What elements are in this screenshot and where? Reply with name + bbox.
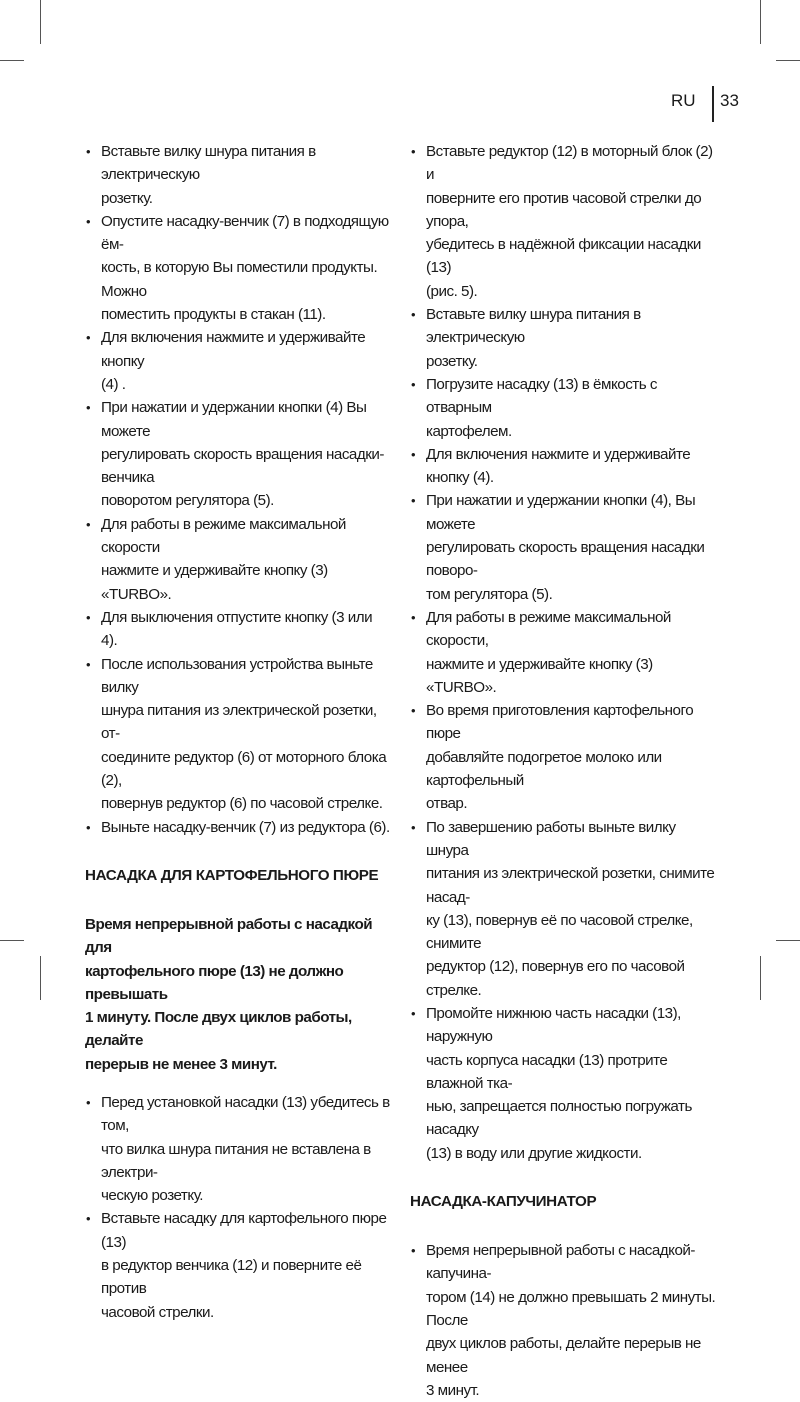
- list-item-line: • Выньте насадку-венчик (7) из редуктора (6).: [101, 818, 390, 836]
- crop-mark: [0, 60, 24, 61]
- list-item-line: нью, запрещается полностью погружать насадку: [426, 1098, 692, 1139]
- list-item-line: картофелем.: [426, 422, 512, 440]
- list-item-line: что вилка шнура питания не вставлена в электри-: [101, 1140, 371, 1181]
- list-item-line: питания из электрической розетки, снимите насад-: [426, 865, 715, 906]
- list-item: [85, 606, 391, 653]
- list-item-line: розетку.: [101, 189, 153, 207]
- crop-mark: [776, 60, 800, 61]
- list-item-line: часовой стрелки.: [101, 1303, 214, 1321]
- list-item-line: • Для включения нажмите и удерживайте кнопку: [101, 329, 366, 370]
- list-item-line: поворотом регулятора (5).: [101, 492, 274, 510]
- list-item-line: нажмите и удерживайте кнопку (3) «TURBO».: [101, 562, 328, 603]
- list-item: [410, 1002, 720, 1165]
- list-item: [85, 326, 391, 396]
- list-item-line: • При нажатии и удержании кнопки (4), Вы можете: [426, 492, 696, 533]
- list-item: [85, 816, 391, 839]
- list-item-line: • Во время приготовления картофельного пюре: [426, 702, 694, 743]
- list-item-line: • Вставьте вилку шнура питания в электрическую: [101, 143, 316, 184]
- right-column: [410, 140, 720, 1402]
- list-item-line: 3 минут.: [426, 1381, 480, 1399]
- crop-mark: [760, 956, 761, 1000]
- list-item: [85, 210, 391, 326]
- list-item: [85, 140, 391, 210]
- list-item: [410, 606, 720, 699]
- list-item-line: (13) в воду или другие жидкости.: [426, 1144, 642, 1162]
- crop-mark: [760, 0, 761, 44]
- list-item-line: • При нажатии и удержании кнопки (4) Вы можете: [101, 399, 367, 440]
- list-item-line: убедитесь в надёжной фиксации насадки (13): [426, 236, 701, 277]
- list-item-line: том регулятора (5).: [426, 585, 553, 603]
- page-number: 33: [720, 91, 739, 110]
- list-item-line: тором (14) не должно превышать 2 минуты. После: [426, 1288, 716, 1329]
- list-item-line: • По завершению работы выньте вилку шнура: [426, 818, 676, 859]
- list-item-line: • Время непрерывной работы с насадкой-капучина-: [426, 1242, 695, 1283]
- list-item-line: • Вставьте вилку шнура питания в электрическую: [426, 306, 641, 347]
- instruction-list: [85, 1091, 391, 1324]
- list-item-line: • После использования устройства выньте вилку: [101, 655, 373, 696]
- list-item-line: ку (13), повернув её по часовой стрелке, снимите: [426, 911, 693, 953]
- list-item-line: часть корпуса насадки (13) протрите влажной тка-: [426, 1051, 668, 1092]
- list-item-line: регулировать скорость вращения насадки-венчика: [101, 445, 384, 487]
- list-item-line: • Промойте нижнюю часть насадки (13), наружную: [426, 1004, 681, 1046]
- list-item-line: соедините редуктор (6) от моторного блока (2),: [101, 748, 387, 790]
- list-item-line: кость, в которую Вы поместили продукты. Можно: [101, 259, 378, 300]
- language-code: RU: [671, 91, 696, 110]
- list-item-line: • Перед установкой насадки (13) убедитесь в том,: [101, 1093, 390, 1135]
- list-item: [85, 1207, 391, 1323]
- list-item-line: • Для выключения отпустите кнопку (3 или 4).: [101, 608, 373, 650]
- crop-mark: [40, 956, 41, 1000]
- list-item-line: отвар.: [426, 795, 468, 813]
- list-item-line: • Опустите насадку-венчик (7) в подходящую ём-: [101, 212, 389, 254]
- instruction-list: [410, 1239, 720, 1402]
- list-item-line: двух циклов работы, делайте перерыв не менее: [426, 1335, 701, 1376]
- crop-mark: [40, 0, 41, 44]
- list-item: [85, 1091, 391, 1207]
- list-item-line: регулировать скорость вращения насадки поворо-: [426, 539, 705, 580]
- list-item-line: • Для включения нажмите и удерживайте кнопку (4).: [426, 445, 691, 487]
- list-item: [410, 373, 720, 443]
- crop-mark: [0, 940, 24, 941]
- list-item-line: розетку.: [426, 352, 478, 370]
- crop-mark: [776, 940, 800, 941]
- list-item: [85, 513, 391, 606]
- list-item: [410, 303, 720, 373]
- list-item-line: шнура питания из электрической розетки, от-: [101, 702, 377, 743]
- list-item: [410, 1239, 720, 1402]
- list-item: [410, 443, 720, 490]
- list-item-line: нажмите и удерживайте кнопку (3) «TURBO».: [426, 655, 653, 696]
- list-item: [85, 653, 391, 816]
- list-item-line: • Для работы в режиме максимальной скорости: [101, 515, 346, 557]
- list-item: [85, 396, 391, 512]
- list-item: [410, 140, 720, 303]
- list-item-line: • Для работы в режиме максимальной скорости,: [426, 608, 671, 650]
- list-item: [410, 489, 720, 605]
- list-item: [410, 816, 720, 1002]
- list-item-line: (рис. 5).: [426, 282, 478, 300]
- list-item-line: повернув редуктор (6) по часовой стрелке.: [101, 795, 383, 813]
- list-item-line: • Вставьте редуктор (12) в моторный блок (2) и: [426, 143, 713, 184]
- instruction-list: [410, 140, 720, 1165]
- list-item-line: ческую розетку.: [101, 1187, 203, 1205]
- list-item-line: поверните его против часовой стрелки до упора,: [426, 189, 702, 230]
- list-item-line: • Погрузите насадку (13) в ёмкость с отварным: [426, 375, 657, 417]
- left-column: [85, 140, 391, 1324]
- warning-paragraph: Время непрерывной работы с насадкой для картофельного пюре (13) не должно превышать 1 минуту. После двух циклов работы, делайте перерыв не менее 3 минут.: [85, 915, 373, 1073]
- section-title-cappuccinator: НАСАДКА-КАПУЧИНАТОР: [410, 1193, 597, 1211]
- list-item-line: • Вставьте насадку для картофельного пюре (13): [101, 1210, 387, 1251]
- list-item: [410, 699, 720, 815]
- list-item-line: поместить продукты в стакан (11).: [101, 306, 326, 324]
- list-item-line: редуктор (12), повернув его по часовой стрелке.: [426, 958, 685, 999]
- list-item-line: (4) .: [101, 375, 126, 393]
- instruction-list: [85, 140, 391, 839]
- list-item-line: добавляйте подогретое молоко или картофельный: [426, 748, 662, 790]
- header-separator: [712, 86, 714, 122]
- section-title-mash: НАСАДКА ДЛЯ КАРТОФЕЛЬНОГО ПЮРЕ: [85, 866, 379, 884]
- list-item-line: в редуктор венчика (12) и поверните её против: [101, 1257, 362, 1298]
